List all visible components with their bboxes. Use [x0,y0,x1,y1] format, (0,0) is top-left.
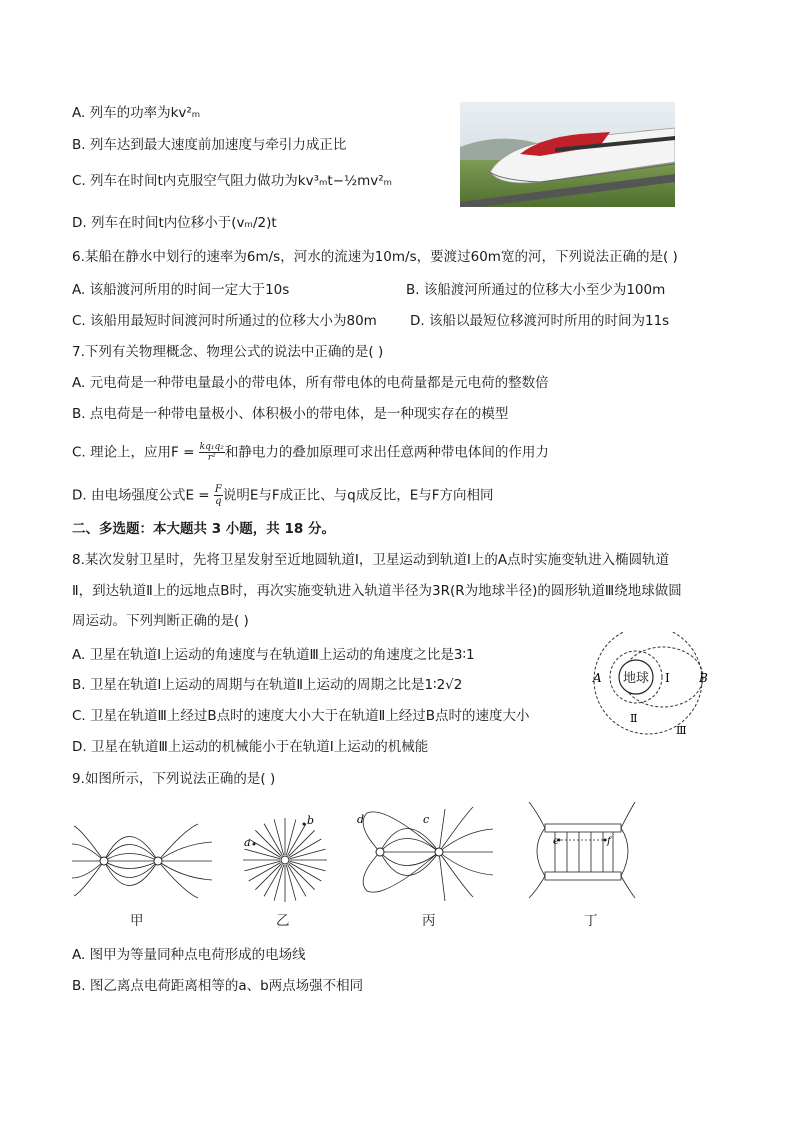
q7-option-d [72,484,494,507]
q9-option-b: B. 图乙离点电荷距离相等的a、b两点场强不相同 [72,978,364,994]
q7-option-a: A. 元电荷是一种带电量最小的带电体，所有带电体的电荷量都是元电荷的整数倍 [72,375,549,391]
q8-option-a: A. 卫星在轨道Ⅰ上运动的角速度与在轨道Ⅲ上运动的角速度之比是3∶1 [72,647,475,663]
caption-ding: 丁 [584,913,598,929]
q8-stem-line-2: Ⅱ，到达轨道Ⅱ上的远地点B时，再次实施变轨进入轨道半径为3R(R为地球半径)的圆形轨道Ⅲ绕地球做圆 [72,583,682,599]
section-heading: 二、多选题：本大题共 3 小题，共 18 分。 [72,521,335,537]
q6-option-c: C. 该船用最短时间渡河时所通过的位移大小为80m [72,313,377,329]
orbit-iii-label: Ⅲ [676,724,687,737]
q7-option-b: B. 点电荷是一种带电量极小、体积极小的带电体，是一种现实存在的模型 [72,406,509,422]
caption-jia: 甲 [130,913,144,929]
q6-option-a: A. 该船渡河所用的时间一定大于10s [72,282,290,298]
field-ray [289,830,315,856]
coulomb-denominator: r² [207,453,216,463]
label-d: d [357,813,365,826]
q8-stem-line-1: 8.某次发射卫星时，先将卫星发射至近地圆轨道Ⅰ，卫星运动到轨道Ⅰ上的A点时实施变轨进入椭圆轨道 [72,552,670,568]
point-a-label: A [593,671,602,685]
q5-option-c: C. 列车在时间t内克服空气阻力做功为kv³ₘt−½mv²ₘ [72,173,393,189]
field-figure-yi [240,812,330,907]
label-f: f [607,836,611,847]
caption-yi: 乙 [276,913,290,929]
q8-stem-line-3: 周运动。下列判断正确的是( ) [72,613,249,629]
q7-stem: 7.下列有关物理概念、物理公式的说法中正确的是( ) [72,344,384,360]
q7-option-d-prefix: D. 由电场强度公式E = [72,487,214,504]
label-c: c [423,813,430,826]
coulomb-numerator: kq₁q₂ [199,442,224,452]
point-b-label: B [699,671,708,685]
field-figure-jia [72,820,214,902]
field-ray [289,864,315,890]
q9-stem: 9.如图所示，下列说法正确的是( ) [72,771,276,787]
q8-option-b: B. 卫星在轨道Ⅰ上运动的周期与在轨道Ⅱ上运动的周期之比是1∶2√2 [72,677,463,693]
q7-option-c [72,442,549,463]
earth-label: 地球 [622,671,650,686]
q5-option-a: A. 列车的功率为kv²ₘ [72,105,201,121]
q6-option-b: B. 该船渡河所通过的位移大小至少为100m [406,282,666,298]
orbit-i-label: Ⅰ [665,671,670,685]
field-denominator: q [215,496,222,507]
field-figure-bing [355,805,495,905]
q6-option-d: D. 该船以最短位移渡河时所用的时间为11s [410,313,670,329]
caption-bing: 丙 [422,913,436,929]
q5-option-b: B. 列车达到最大速度前加速度与牵引力成正比 [72,137,347,153]
q8-option-d: D. 卫星在轨道Ⅲ上运动的机械能小于在轨道Ⅰ上运动的机械能 [72,739,429,755]
train-image [460,102,675,207]
label-b: b [307,814,315,827]
field-numerator: F [214,484,222,495]
q9-option-a: A. 图甲为等量同种点电荷形成的电场线 [72,947,306,963]
label-e: e [553,836,559,847]
q6-stem: 6.某船在静水中划行的速率为6m/s，河水的流速为10m/s，要渡过60m宽的河，下列说法正确的是( ) [72,249,678,265]
q8-option-c: C. 卫星在轨道Ⅲ上经过B点时的速度大小大于在轨道Ⅱ上经过B点时的速度大小 [72,708,530,724]
orbit-diagram [568,632,728,742]
label-a: a [244,836,251,849]
field-ray [255,864,281,890]
q5-option-d: D. 列车在时间t内位移小于(vₘ/2)t [72,215,277,231]
q7-option-c-prefix: C. 理论上，应用F = [72,444,199,461]
orbit-ii-label: Ⅱ [630,712,638,725]
q7-option-c-suffix: 和静电力的叠加原理可求出任意两种带电体间的作用力 [224,444,549,461]
q7-option-d-suffix: 说明E与F成正比、与q成反比，E与F方向相同 [222,487,494,504]
coulomb-fraction [199,442,225,463]
field-figure-ding [527,800,637,900]
field-fraction [214,484,223,507]
field-ray [255,830,281,856]
